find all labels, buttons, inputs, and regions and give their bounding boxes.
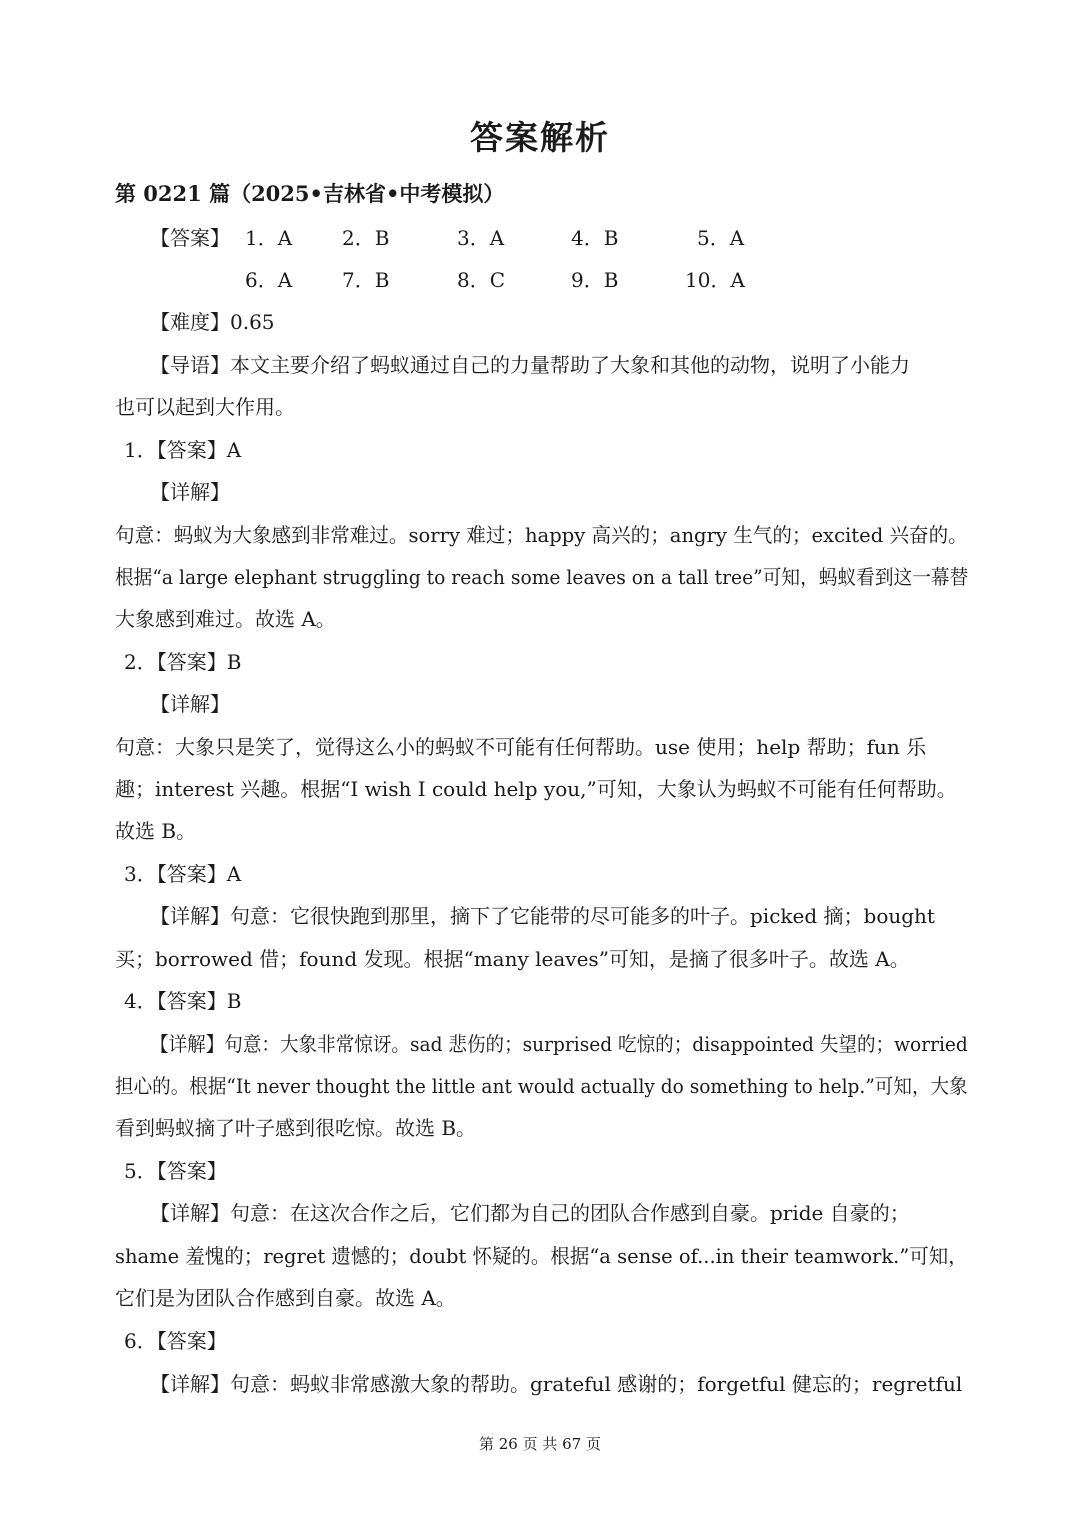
answer-key-label: 【答案】 xyxy=(150,226,230,250)
section-heading: 第 0221 篇（2025•吉林省•中考模拟） xyxy=(115,181,505,206)
q4-answer: 4．【答案】B xyxy=(124,989,242,1013)
q5-explanation-line: shame 羞愧的；regret 遗憾的；doubt 怀疑的。根据“a sense of...in their teamwork.”可知， xyxy=(115,1244,968,1268)
answer-item: 8．C xyxy=(457,268,506,292)
q4-explanation-line: 【详解】句意：大象非常惊讶。sad 悲伤的；surprised 吃惊的；disappointed 失望的；worried xyxy=(150,1032,968,1056)
difficulty: 【难度】0.65 xyxy=(150,310,275,334)
q5-explanation-line: 它们是为团队合作感到自豪。故选 A。 xyxy=(115,1286,456,1310)
q6-explanation-line: 【详解】句意：蚂蚁非常感激大象的帮助。grateful 感谢的；forgetful 健忘的；regretful xyxy=(150,1372,963,1396)
intro-line: 【导语】本文主要介绍了蚂蚁通过自己的力量帮助了大象和其他的动物，说明了小能力 xyxy=(150,353,910,377)
q3-explanation-line: 买；borrowed 借；found 发现。根据“many leaves”可知，是摘了很多叶子。故选 A。 xyxy=(115,947,910,971)
answer-item: 7．B xyxy=(342,268,390,292)
q3-answer: 3．【答案】A xyxy=(124,862,242,886)
page-title: 答案解析 xyxy=(470,118,610,157)
answer-item: 1．A xyxy=(245,226,293,250)
page-footer: 第 26 页 共 67 页 xyxy=(478,1435,601,1453)
q2-answer: 2．【答案】B xyxy=(124,650,242,674)
q2-detail-label: 【详解】 xyxy=(150,692,230,716)
answer-item: 2．B xyxy=(342,226,390,250)
answer-key-row-1 xyxy=(150,223,850,253)
q6-answer: 6．【答案】 xyxy=(124,1329,227,1353)
answer-item: 3．A xyxy=(457,226,505,250)
q1-detail-label: 【详解】 xyxy=(150,480,230,504)
answer-item: 4．B xyxy=(571,226,619,250)
q1-explanation-line: 句意：蚂蚁为大象感到非常难过。sorry 难过；happy 高兴的；angry 生气的；excited 兴奋的。 xyxy=(115,523,968,547)
q5-explanation-line: 【详解】句意：在这次合作之后，它们都为自己的团队合作感到自豪。pride 自豪的； xyxy=(150,1201,910,1225)
answer-item: 6．A xyxy=(245,268,293,292)
q1-explanation-line: 根据“a large elephant struggling to reach some leaves on a tall tree”可知，蚂蚁看到这一幕替 xyxy=(115,565,969,589)
q1-explanation-line: 大象感到难过。故选 A。 xyxy=(115,607,336,631)
q3-explanation-line: 【详解】句意：它很快跑到那里，摘下了它能带的尽可能多的叶子。picked 摘；bought xyxy=(150,904,935,928)
intro-line: 也可以起到大作用。 xyxy=(115,395,295,419)
answer-item: 9．B xyxy=(571,268,619,292)
q4-explanation-line: 担心的。根据“It never thought the little ant would actually do something to help.”可知，大象 xyxy=(115,1074,968,1098)
answer-item: 10．A xyxy=(685,268,745,292)
q2-explanation-line: 趣；interest 兴趣。根据“I wish I could help you,”可知，大象认为蚂蚁不可能有任何帮助。 xyxy=(115,777,957,801)
q2-explanation-line: 句意：大象只是笑了，觉得这么小的蚂蚁不可能有任何帮助。use 使用；help 帮助；fun 乐 xyxy=(115,735,927,759)
q5-answer: 5．【答案】 xyxy=(124,1159,227,1183)
q4-explanation-line: 看到蚂蚁摘了叶子感到很吃惊。故选 B。 xyxy=(115,1116,477,1140)
answer-item: 5．A xyxy=(697,226,745,250)
q1-answer: 1．【答案】A xyxy=(124,438,242,462)
q2-explanation-line: 故选 B。 xyxy=(115,819,197,843)
answer-key-row-2 xyxy=(150,265,850,295)
